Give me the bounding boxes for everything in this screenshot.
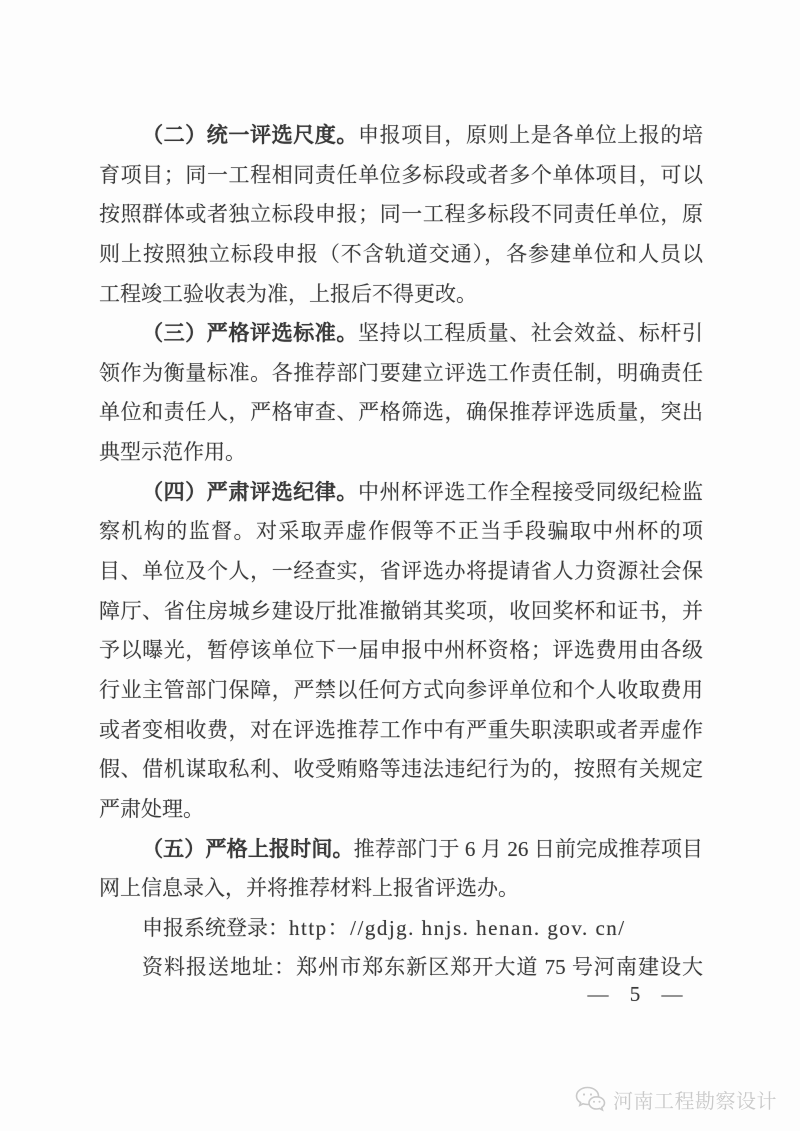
line-text: 或者变相收费，对在评选推荐工作中有严重失职渎职或者弄虚作: [99, 717, 703, 742]
text-line: [99, 116, 703, 156]
text-line: [99, 790, 703, 830]
paragraph-lead: （三）严格评选标准。: [142, 321, 358, 346]
text-line: [99, 235, 703, 275]
text-line: [99, 909, 703, 949]
paragraph-lead: （五）严格上报时间。: [142, 836, 354, 861]
line-text: 单位和责任人，严格审查、严格筛选，确保推荐评选质量，突出: [99, 400, 703, 425]
line-text: 育项目；同一工程相同责任单位多标段或者多个单体项目，可以: [99, 162, 703, 187]
line-text: 行业主管部门保障，严禁以任何方式向参评单位和个人收取费用: [99, 677, 703, 702]
text-line: [99, 275, 703, 315]
text-line: [99, 830, 703, 870]
page-number: — 5 —: [587, 982, 691, 1006]
watermark: [575, 1084, 777, 1114]
line-text: 假、借机谋取私利、收受贿赂等违法违纪行为的，按照有关规定: [99, 757, 703, 782]
text-line: [99, 314, 703, 354]
line-text: 网上信息录入，并将推荐材料上报省评选办。: [99, 876, 519, 901]
line-text: 严肃处理。: [99, 796, 204, 821]
line-text: 推荐部门于 6 月 26 日前完成推荐项目: [353, 836, 703, 861]
line-text: 领作为衡量标准。各推荐部门要建立评选工作责任制，明确责任: [99, 360, 703, 385]
line-text: 申报项目，原则上是各单位上报的培: [358, 123, 703, 147]
text-line: [99, 512, 703, 552]
line-text: 坚持以工程质量、社会效益、标杆引: [358, 321, 703, 346]
line-text: 按照群体或者独立标段申报；同一工程多标段不同责任单位，原: [99, 202, 703, 227]
line-text: 障厅、省住房城乡建设厅批准撤销其奖项，收回奖杯和证书，并: [99, 598, 703, 623]
line-text: 工程竣工验收表为准，上报后不得更改。: [99, 281, 477, 306]
text-line: [99, 671, 703, 711]
wechat-icon: [575, 1086, 606, 1113]
watermark-label: 河南工程勘察设计: [613, 1090, 777, 1113]
text-line: [99, 631, 703, 671]
line-text: 予以曝光，暂停该单位下一届申报中州杯资格；评选费用由各级: [99, 638, 703, 663]
line-text: 目、单位及个人，一经查实，省评选办将提请省人力资源社会保: [99, 559, 703, 584]
line-text: 察机构的监督。对采取弄虚作假等不正当手段骗取中州杯的项: [99, 519, 703, 544]
line-text: 申报系统登录：: [142, 915, 289, 940]
text-block: [99, 116, 703, 988]
text-line: [99, 433, 703, 473]
paragraph-lead: （二）统一评选尺度。: [142, 123, 358, 147]
line-text: 则上按照独立标段申报（不含轨道交通），各参建单位和人员以: [99, 241, 703, 266]
text-line: [99, 393, 703, 433]
line-text: 资料报送地址：郑州市郑东新区郑开大道 75 号河南建设大: [142, 955, 703, 980]
line-text: 典型示范作用。: [99, 440, 246, 465]
text-line: [99, 592, 703, 632]
text-line: [99, 156, 703, 196]
system-login-url: http：//gdjg. hnjs. henan. gov. cn/: [289, 915, 626, 940]
text-line: [99, 711, 703, 751]
text-line: [99, 354, 703, 394]
text-line: [99, 750, 703, 790]
text-line: [99, 552, 703, 592]
line-text: 中州杯评选工作全程接受同级纪检监: [358, 479, 703, 504]
text-line: [99, 195, 703, 235]
text-line: [99, 869, 703, 909]
paragraph-lead: （四）严肃评选纪律。: [142, 479, 358, 504]
text-line: [99, 473, 703, 513]
